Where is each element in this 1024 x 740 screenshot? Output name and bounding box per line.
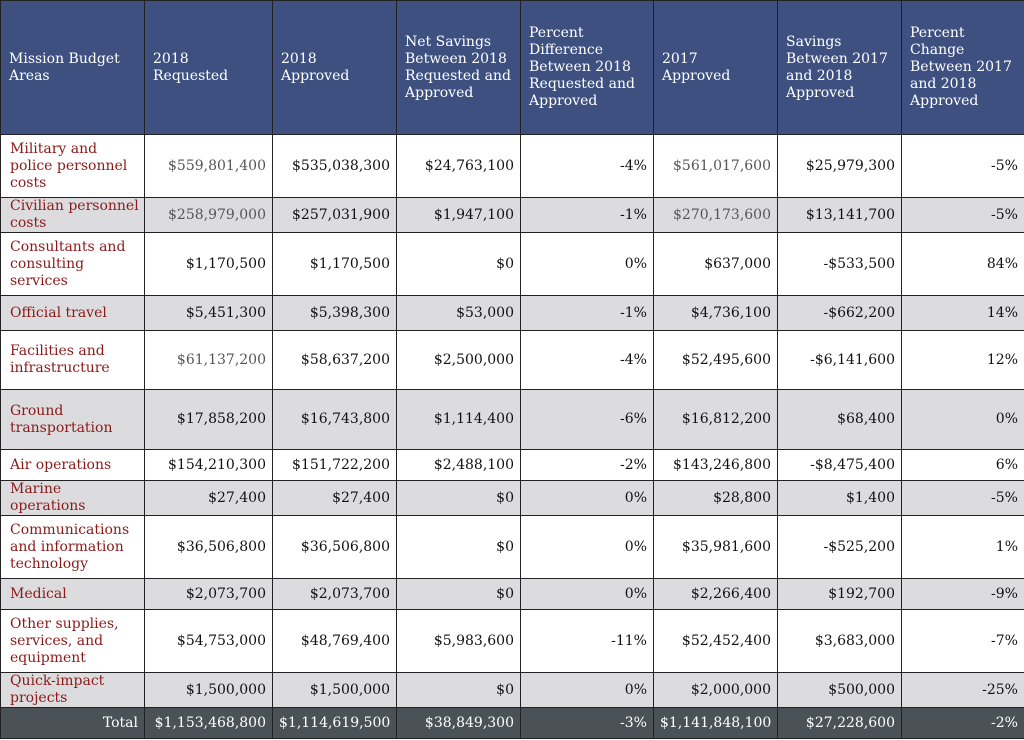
- table-row: [1, 135, 1024, 198]
- cell-area: Communications and information technology: [1, 516, 145, 579]
- cell-savings-2017-2018: -$662,200: [778, 296, 902, 331]
- cell-approved-2017: $561,017,600: [654, 135, 778, 198]
- header-percent-difference: Percent Difference Between 2018 Requested and Approved: [521, 1, 654, 135]
- cell-net-savings: $53,000: [397, 296, 521, 331]
- cell-net-savings: $2,500,000: [397, 331, 521, 390]
- cell-percent-change: -5%: [902, 481, 1024, 516]
- table-row: [1, 481, 1024, 516]
- cell-requested-2018: $61,137,200: [145, 331, 273, 390]
- header-row: [1, 1, 1024, 135]
- table-row: [1, 390, 1024, 450]
- cell-savings-2017-2018: -$6,141,600: [778, 331, 902, 390]
- cell-requested-2018: $1,500,000: [145, 673, 273, 708]
- cell-approved-2017: $2,000,000: [654, 673, 778, 708]
- cell-percent-difference: 0%: [521, 579, 654, 610]
- cell-net-savings: $2,488,100: [397, 450, 521, 481]
- cell-approved-2018: $151,722,200: [273, 450, 397, 481]
- cell-net-savings: $0: [397, 516, 521, 579]
- cell-area: Medical: [1, 579, 145, 610]
- total-percent-change: -2%: [902, 708, 1024, 739]
- total-approved-2017: $1,141,848,100: [654, 708, 778, 739]
- cell-net-savings: $0: [397, 233, 521, 296]
- cell-approved-2017: $52,452,400: [654, 610, 778, 673]
- cell-savings-2017-2018: $68,400: [778, 390, 902, 450]
- cell-requested-2018: $5,451,300: [145, 296, 273, 331]
- cell-area: Quick-impact projects: [1, 673, 145, 708]
- cell-requested-2018: $258,979,000: [145, 198, 273, 233]
- cell-percent-change: 6%: [902, 450, 1024, 481]
- cell-approved-2018: $2,073,700: [273, 579, 397, 610]
- cell-approved-2017: $52,495,600: [654, 331, 778, 390]
- table-row: [1, 331, 1024, 390]
- table-row: [1, 579, 1024, 610]
- header-mission-budget-areas: Mission Budget Areas: [1, 1, 145, 135]
- total-savings-2017-2018: $27,228,600: [778, 708, 902, 739]
- total-row: [1, 708, 1024, 739]
- cell-net-savings: $24,763,100: [397, 135, 521, 198]
- header-savings-2017-2018: Savings Between 2017 and 2018 Approved: [778, 1, 902, 135]
- cell-approved-2018: $535,038,300: [273, 135, 397, 198]
- cell-percent-difference: 0%: [521, 481, 654, 516]
- cell-requested-2018: $2,073,700: [145, 579, 273, 610]
- table-row: [1, 233, 1024, 296]
- cell-area: Other supplies, services, and equipment: [1, 610, 145, 673]
- cell-savings-2017-2018: $13,141,700: [778, 198, 902, 233]
- cell-approved-2018: $257,031,900: [273, 198, 397, 233]
- cell-area: Marine operations: [1, 481, 145, 516]
- cell-percent-change: 0%: [902, 390, 1024, 450]
- cell-requested-2018: $17,858,200: [145, 390, 273, 450]
- cell-percent-change: 14%: [902, 296, 1024, 331]
- table-row: [1, 673, 1024, 708]
- cell-requested-2018: $559,801,400: [145, 135, 273, 198]
- cell-requested-2018: $154,210,300: [145, 450, 273, 481]
- header-2018-requested: 2018 Requested: [145, 1, 273, 135]
- total-area: Total: [1, 708, 145, 739]
- cell-savings-2017-2018: -$8,475,400: [778, 450, 902, 481]
- cell-area: Official travel: [1, 296, 145, 331]
- cell-approved-2017: $143,246,800: [654, 450, 778, 481]
- header-2018-approved: 2018 Approved: [273, 1, 397, 135]
- cell-approved-2018: $1,170,500: [273, 233, 397, 296]
- cell-approved-2018: $5,398,300: [273, 296, 397, 331]
- cell-savings-2017-2018: $25,979,300: [778, 135, 902, 198]
- cell-approved-2018: $36,506,800: [273, 516, 397, 579]
- cell-percent-change: 12%: [902, 331, 1024, 390]
- cell-requested-2018: $1,170,500: [145, 233, 273, 296]
- cell-percent-difference: -4%: [521, 331, 654, 390]
- cell-approved-2017: $35,981,600: [654, 516, 778, 579]
- total-net-savings: $38,849,300: [397, 708, 521, 739]
- cell-net-savings: $1,114,400: [397, 390, 521, 450]
- cell-area: Air operations: [1, 450, 145, 481]
- header-net-savings: Net Savings Between 2018 Requested and Approved: [397, 1, 521, 135]
- cell-requested-2018: $27,400: [145, 481, 273, 516]
- cell-percent-change: 84%: [902, 233, 1024, 296]
- cell-area: Consultants and consulting services: [1, 233, 145, 296]
- table-row: [1, 296, 1024, 331]
- cell-area: Civilian personnel costs: [1, 198, 145, 233]
- cell-savings-2017-2018: $3,683,000: [778, 610, 902, 673]
- cell-percent-change: -9%: [902, 579, 1024, 610]
- cell-approved-2018: $58,637,200: [273, 331, 397, 390]
- cell-savings-2017-2018: -$533,500: [778, 233, 902, 296]
- table-row: [1, 610, 1024, 673]
- total-approved-2018: $1,114,619,500: [273, 708, 397, 739]
- cell-percent-difference: 0%: [521, 233, 654, 296]
- cell-percent-difference: -11%: [521, 610, 654, 673]
- cell-approved-2017: $4,736,100: [654, 296, 778, 331]
- cell-approved-2017: $2,266,400: [654, 579, 778, 610]
- cell-approved-2018: $27,400: [273, 481, 397, 516]
- cell-approved-2017: $270,173,600: [654, 198, 778, 233]
- table-row: [1, 516, 1024, 579]
- cell-percent-difference: -6%: [521, 390, 654, 450]
- cell-net-savings: $0: [397, 481, 521, 516]
- cell-percent-change: -5%: [902, 198, 1024, 233]
- cell-approved-2017: $637,000: [654, 233, 778, 296]
- header-percent-change: Percent Change Between 2017 and 2018 Approved: [902, 1, 1024, 135]
- cell-approved-2018: $1,500,000: [273, 673, 397, 708]
- cell-approved-2017: $16,812,200: [654, 390, 778, 450]
- cell-percent-difference: -2%: [521, 450, 654, 481]
- cell-percent-difference: 0%: [521, 673, 654, 708]
- table-row: [1, 450, 1024, 481]
- cell-percent-difference: -4%: [521, 135, 654, 198]
- cell-approved-2018: $48,769,400: [273, 610, 397, 673]
- cell-percent-change: -25%: [902, 673, 1024, 708]
- header-2017-approved: 2017 Approved: [654, 1, 778, 135]
- cell-net-savings: $1,947,100: [397, 198, 521, 233]
- cell-percent-change: -7%: [902, 610, 1024, 673]
- cell-percent-difference: -1%: [521, 296, 654, 331]
- cell-savings-2017-2018: -$525,200: [778, 516, 902, 579]
- cell-net-savings: $5,983,600: [397, 610, 521, 673]
- cell-approved-2017: $28,800: [654, 481, 778, 516]
- total-percent-difference: -3%: [521, 708, 654, 739]
- cell-percent-difference: -1%: [521, 198, 654, 233]
- cell-area: Military and police personnel costs: [1, 135, 145, 198]
- table-row: [1, 198, 1024, 233]
- cell-net-savings: $0: [397, 673, 521, 708]
- cell-net-savings: $0: [397, 579, 521, 610]
- cell-percent-difference: 0%: [521, 516, 654, 579]
- total-requested-2018: $1,153,468,800: [145, 708, 273, 739]
- cell-savings-2017-2018: $192,700: [778, 579, 902, 610]
- cell-approved-2018: $16,743,800: [273, 390, 397, 450]
- cell-requested-2018: $36,506,800: [145, 516, 273, 579]
- cell-percent-change: -5%: [902, 135, 1024, 198]
- cell-area: Facilities and infrastructure: [1, 331, 145, 390]
- cell-area: Ground transportation: [1, 390, 145, 450]
- cell-percent-change: 1%: [902, 516, 1024, 579]
- cell-requested-2018: $54,753,000: [145, 610, 273, 673]
- cell-savings-2017-2018: $500,000: [778, 673, 902, 708]
- cell-savings-2017-2018: $1,400: [778, 481, 902, 516]
